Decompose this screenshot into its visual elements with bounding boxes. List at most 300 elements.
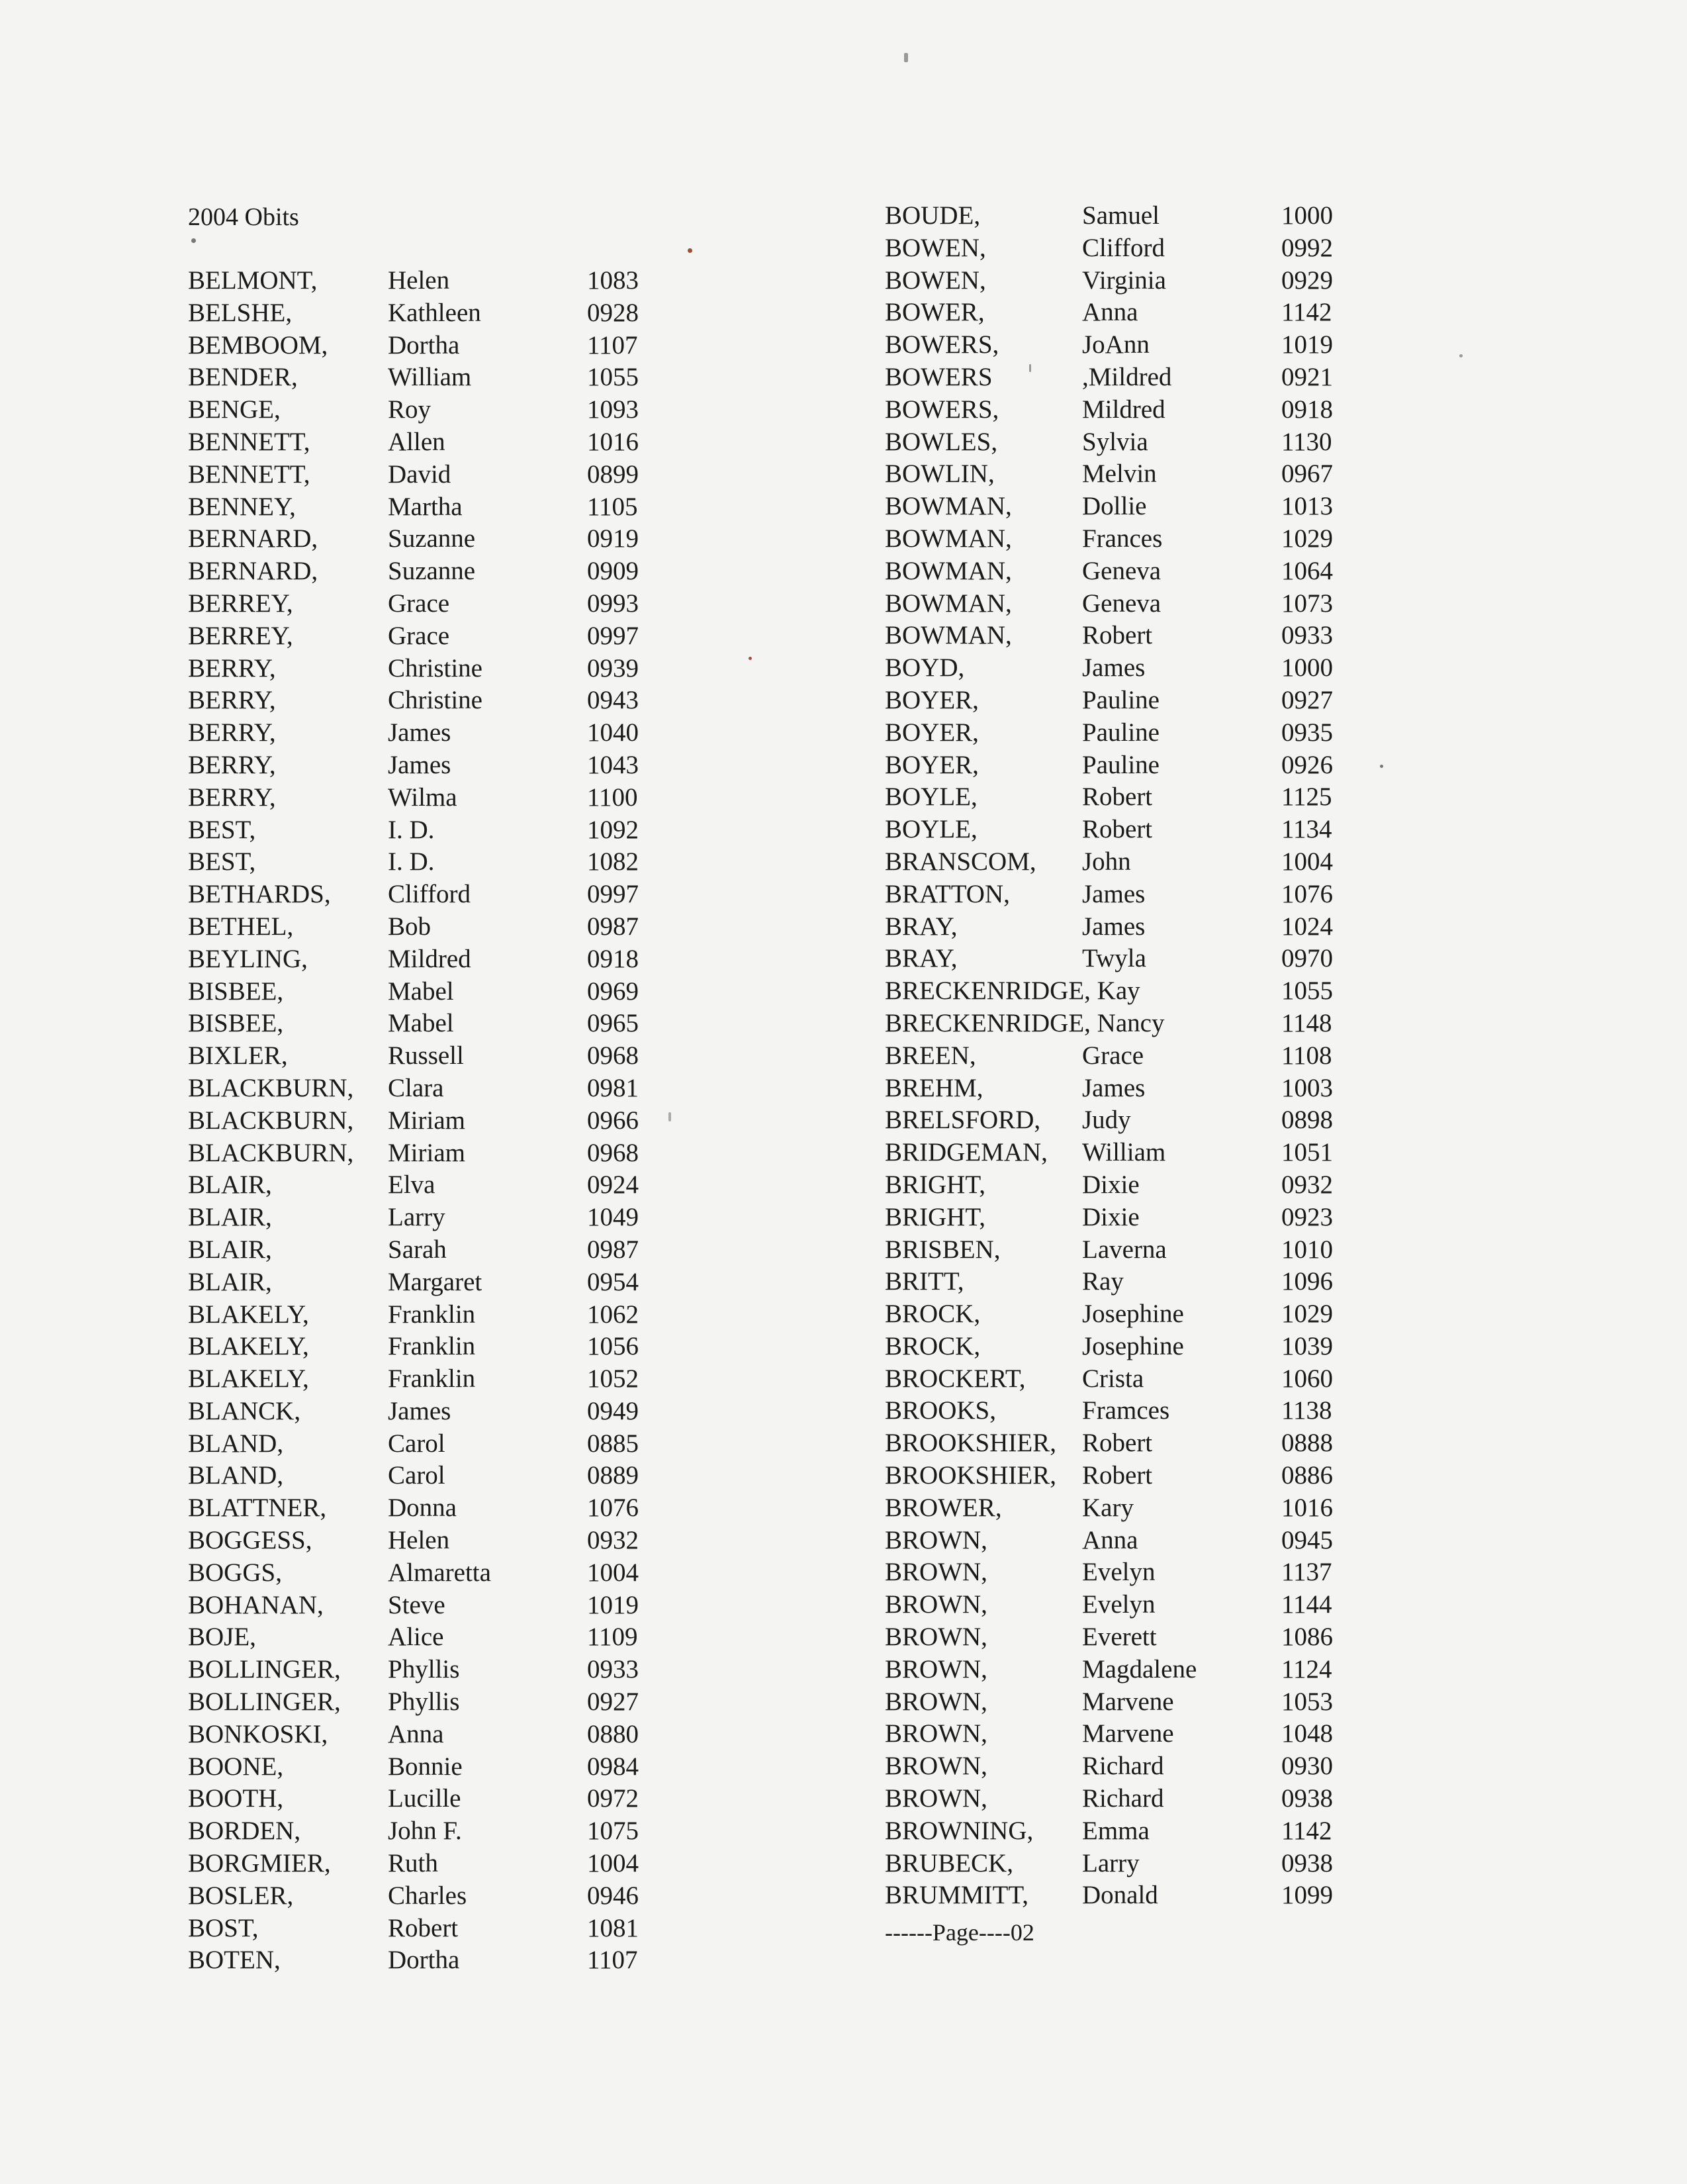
obit-entry [885, 426, 1388, 459]
record-number: 1130 [1281, 427, 1332, 456]
given-name: Dixie [1082, 1202, 1140, 1231]
given-name: Clifford [1082, 233, 1165, 262]
surname: BETHARDS, [188, 880, 331, 909]
given-name: Anna [1082, 298, 1138, 327]
record-number: 1064 [1281, 556, 1333, 585]
record-number: 1043 [587, 750, 639, 779]
surname: BONKOSKI, [188, 1719, 328, 1748]
obit-entry [885, 1460, 1388, 1492]
record-number: 0997 [587, 880, 639, 909]
obit-entry [885, 1621, 1388, 1654]
obit-entry [188, 1848, 691, 1880]
given-name: Margaret [388, 1267, 482, 1296]
record-number: 0918 [1281, 395, 1333, 424]
record-number: 0946 [587, 1881, 639, 1910]
record-number: 1075 [587, 1817, 639, 1846]
surname: BLACKBURN, [188, 1073, 354, 1102]
given-name: Carol [388, 1461, 445, 1490]
obit-entry [885, 200, 1388, 232]
record-number: 1056 [587, 1332, 639, 1361]
record-number: 0909 [587, 557, 639, 586]
record-number: 1062 [587, 1300, 639, 1329]
obit-entry [885, 1266, 1388, 1298]
record-number: 1051 [1281, 1138, 1333, 1167]
record-number: 0997 [587, 621, 639, 650]
given-name: Grace [388, 589, 450, 618]
given-name: Suzanne [388, 524, 476, 553]
surname: BOGGESS, [188, 1526, 312, 1555]
obit-entry [188, 846, 691, 878]
record-number: 1029 [1281, 524, 1333, 553]
surname: BROOKSHIER, [885, 1429, 1056, 1458]
record-number: 0949 [587, 1396, 639, 1425]
surname: BEMBOOM, [188, 330, 328, 359]
surname: BOWEN, [885, 233, 986, 262]
obit-entry [885, 781, 1388, 814]
surname: BOWMAN, [885, 621, 1012, 650]
given-name: Crista [1082, 1364, 1144, 1393]
obit-entry [885, 1040, 1388, 1072]
given-name: Clara [388, 1073, 444, 1102]
given-name: Martha [388, 492, 463, 521]
record-number: 1083 [587, 266, 639, 295]
obit-entry [885, 1234, 1388, 1266]
scan-speck [191, 238, 196, 243]
given-name: Helen [388, 266, 450, 295]
surname: BOWLIN, [885, 459, 995, 489]
obit-entry [188, 1460, 691, 1492]
given-name: Sylvia [1082, 427, 1148, 456]
record-number: 0987 [587, 1235, 639, 1264]
obit-entry [885, 1072, 1388, 1105]
obit-entry [188, 1105, 691, 1137]
record-number: 1029 [1281, 1300, 1333, 1329]
surname: BLAIR, [188, 1203, 272, 1232]
record-number: 0984 [587, 1752, 639, 1781]
record-number: 1016 [1281, 1493, 1333, 1522]
given-name: Dortha [388, 1946, 460, 1975]
obit-entry [885, 394, 1388, 426]
given-name: Kathleen [388, 298, 481, 327]
record-number: 0929 [1281, 265, 1333, 295]
obit-entry [885, 1202, 1388, 1234]
surname: BISBEE, [188, 1009, 284, 1038]
surname: BOWLES, [885, 427, 998, 456]
scan-speck [904, 53, 908, 62]
record-number: 0954 [587, 1267, 639, 1296]
surname: BOWER, [885, 298, 985, 327]
record-number: 1144 [1281, 1590, 1332, 1619]
obit-entry [188, 361, 691, 394]
given-name: Judy [1082, 1106, 1131, 1135]
given-name: Elva [388, 1170, 435, 1200]
obit-entry [188, 1880, 691, 1913]
obit-entry [885, 1556, 1388, 1589]
surname: BLAND, [188, 1429, 284, 1458]
obit-entry [885, 1686, 1388, 1719]
given-name: Mabel [388, 1009, 454, 1038]
given-name: Bob [388, 912, 432, 941]
record-number: 0933 [1281, 621, 1333, 650]
obit-entry [188, 1169, 691, 1202]
given-name: Evelyn [1082, 1590, 1156, 1619]
obit-entry [885, 265, 1388, 297]
record-number: 1016 [587, 427, 639, 456]
obit-entry [885, 1427, 1388, 1460]
obit-entry [188, 976, 691, 1008]
given-name: Mildred [388, 944, 471, 973]
given-name: Allen [388, 427, 445, 456]
given-name: Dortha [388, 330, 460, 359]
given-name: JoAnn [1082, 330, 1150, 359]
record-number: 1055 [587, 363, 639, 392]
record-number: 0943 [587, 686, 639, 715]
surname: BOWMAN, [885, 492, 1012, 521]
obit-entry [188, 1072, 691, 1105]
given-name: Twyla [1082, 944, 1146, 973]
given-name: Carol [388, 1429, 445, 1458]
given-name: Larry [1082, 1848, 1140, 1877]
record-number: 1076 [587, 1494, 639, 1523]
obit-entry [885, 329, 1388, 361]
obit-entry [885, 846, 1388, 878]
given-name: James [1082, 879, 1146, 908]
surname: BOYER, [885, 750, 979, 779]
record-number: 1148 [1281, 1008, 1332, 1037]
surname: BROWN, [885, 1687, 987, 1716]
given-name: Grace [388, 621, 450, 650]
scan-speck [749, 657, 752, 660]
given-name: Donald [1082, 1881, 1158, 1910]
obit-entry [188, 491, 691, 524]
given-name: Ray [1082, 1267, 1124, 1296]
given-name: Virginia [1082, 265, 1166, 295]
obit-entry [885, 588, 1388, 620]
obit-entry [188, 394, 691, 426]
surname: BLANCK, [188, 1396, 301, 1425]
given-name: Melvin [1082, 459, 1157, 489]
given-name: Marvene [1082, 1719, 1174, 1748]
surname: BRUMMITT, [885, 1881, 1029, 1910]
surname: BOSLER, [188, 1881, 294, 1910]
given-name: Miriam [388, 1138, 465, 1167]
surname: BOYER, [885, 685, 979, 714]
given-name: Anna [1082, 1525, 1138, 1554]
record-number: 1100 [587, 783, 638, 812]
given-name: Pauline [1082, 718, 1160, 747]
surname: BLAIR, [188, 1267, 272, 1296]
record-number: 0966 [587, 1106, 639, 1135]
given-name: Russell [388, 1041, 464, 1070]
record-number: 0927 [587, 1687, 639, 1717]
surname: BENNETT, [188, 459, 310, 489]
surname: BOLLINGER, [188, 1687, 341, 1717]
surname: BRELSFORD, [885, 1106, 1041, 1135]
record-number: 0993 [587, 589, 639, 618]
obit-entry [188, 620, 691, 653]
surname: BISBEE, [188, 976, 284, 1006]
given-name: Marvene [1082, 1687, 1174, 1716]
given-name: Franklin [388, 1364, 476, 1394]
surname: BOWMAN, [885, 589, 1012, 618]
obit-entry [885, 297, 1388, 329]
obit-entry [188, 1751, 691, 1783]
given-name: Almaretta [388, 1558, 491, 1587]
surname: BREHM, [885, 1073, 983, 1102]
obit-entry [885, 1815, 1388, 1848]
given-name: James [388, 718, 451, 747]
given-name: Everett [1082, 1623, 1157, 1652]
given-name: Helen [388, 1526, 450, 1555]
surname: BROWN, [885, 1623, 987, 1652]
record-number: 1000 [1281, 201, 1333, 230]
obit-entry [885, 1137, 1388, 1169]
given-name: William [388, 363, 472, 392]
obit-entry [188, 1040, 691, 1072]
record-number: 0970 [1281, 944, 1333, 973]
given-name: Robert [1082, 621, 1153, 650]
given-name: Richard [1082, 1752, 1164, 1781]
obit-entry [885, 1525, 1388, 1557]
record-number: 0965 [587, 1009, 639, 1038]
left-column [188, 265, 691, 1977]
surname: BLAKELY, [188, 1300, 309, 1329]
surname: BERRY, [188, 653, 276, 683]
record-number: 1040 [587, 718, 639, 747]
obit-entry [885, 1750, 1388, 1783]
record-number: 1076 [1281, 879, 1333, 908]
obit-entry [188, 1331, 691, 1363]
scan-speck [1029, 364, 1031, 372]
obit-entry [885, 1492, 1388, 1525]
record-number: 0945 [1281, 1525, 1333, 1554]
given-name: John [1082, 847, 1131, 876]
given-name: Pauline [1082, 750, 1160, 779]
record-number: 0886 [1281, 1461, 1333, 1490]
obit-entry [885, 878, 1388, 911]
surname: BORDEN, [188, 1817, 301, 1846]
obit-entry [188, 1525, 691, 1557]
surname: BRUBECK, [885, 1848, 1013, 1877]
given-name: Larry [388, 1203, 445, 1232]
record-number: 1019 [1281, 330, 1333, 359]
given-name: Ruth [388, 1849, 438, 1878]
surname: BOWMAN, [885, 556, 1012, 585]
obit-entry [188, 1299, 691, 1331]
surname: BROOKS, [885, 1396, 996, 1425]
obit-entry [188, 1008, 691, 1040]
record-number: 1092 [587, 815, 639, 844]
surname: BETHEL, [188, 912, 294, 941]
given-name: Robert [1082, 1461, 1153, 1490]
record-number: 0968 [587, 1138, 639, 1167]
obit-entry [188, 297, 691, 330]
record-number: 1086 [1281, 1623, 1333, 1652]
given-name: Franklin [388, 1332, 476, 1361]
given-name: Kary [1082, 1493, 1134, 1522]
record-number: 0932 [1281, 1170, 1333, 1199]
given-name: Charles [388, 1881, 467, 1910]
record-number: 1013 [1281, 492, 1333, 521]
obit-entry [885, 1008, 1388, 1040]
scan-speck [688, 248, 692, 253]
record-number: 0885 [587, 1429, 639, 1458]
obit-entry [188, 459, 691, 491]
surname: BLACKBURN, [188, 1138, 354, 1167]
given-name: Josephine [1082, 1300, 1184, 1329]
surname: BRAY, [885, 912, 958, 941]
obit-entry [885, 943, 1388, 975]
obit-entry [885, 555, 1388, 588]
given-name: Christine [388, 686, 482, 715]
record-number: 1010 [1281, 1235, 1333, 1264]
given-name: Geneva [1082, 556, 1162, 585]
record-number: 1003 [1281, 1073, 1333, 1102]
surname: BOWERS, [885, 330, 999, 359]
obit-entry [188, 943, 691, 976]
record-number: 1142 [1281, 298, 1332, 327]
record-number: 1019 [587, 1590, 639, 1619]
obit-entry [885, 620, 1388, 652]
given-name: Bonnie [388, 1752, 463, 1781]
surname: BLAKELY, [188, 1332, 309, 1361]
given-name: Emma [1082, 1816, 1150, 1845]
given-name: Alice [388, 1623, 444, 1652]
record-number: 1096 [1281, 1267, 1333, 1296]
surname: BREEN, [885, 1041, 976, 1070]
record-number: 1142 [1281, 1816, 1332, 1845]
given-name: I. D. [388, 847, 435, 877]
record-number: 0939 [587, 653, 639, 683]
obit-entry [188, 911, 691, 943]
obit-entry [885, 491, 1388, 523]
surname: BEST, [188, 815, 256, 844]
surname: BOLLINGER, [188, 1655, 341, 1684]
record-number: 1081 [587, 1913, 639, 1942]
obit-entry [885, 717, 1388, 749]
given-name: Donna [388, 1494, 457, 1523]
record-number: 1124 [1281, 1654, 1332, 1684]
surname: BLACKBURN, [188, 1106, 354, 1135]
given-name: Lucille [388, 1784, 461, 1813]
surname: BROWN, [885, 1752, 987, 1781]
surname: BOYLE, [885, 815, 978, 844]
obit-entry [188, 1686, 691, 1719]
record-number: 1004 [1281, 847, 1333, 876]
obit-entry [885, 232, 1388, 265]
surname: BELMONT, [188, 266, 318, 295]
obit-entry [188, 523, 691, 555]
obit-entry [885, 975, 1388, 1008]
obit-entry [188, 1621, 691, 1654]
record-number: 1060 [1281, 1364, 1333, 1393]
surname: BOWEN, [885, 265, 986, 295]
record-number: 0935 [1281, 718, 1333, 747]
surname: BLATTNER, [188, 1494, 327, 1523]
surname: BOOTH, [188, 1784, 284, 1813]
obit-entry [188, 1719, 691, 1751]
surname: BROCKERT, [885, 1364, 1026, 1393]
record-number: 0992 [1281, 233, 1333, 262]
obit-entry [188, 1492, 691, 1525]
record-number: 1108 [1281, 1041, 1332, 1070]
surname: BRIGHT, [885, 1202, 986, 1231]
record-number: 1099 [1281, 1881, 1333, 1910]
surname: BOJE, [188, 1623, 256, 1652]
obit-entry [188, 1557, 691, 1590]
obit-entry [188, 685, 691, 717]
obit-entry [188, 555, 691, 588]
record-number: 0921 [1281, 362, 1333, 391]
given-name: Franklin [388, 1300, 476, 1329]
surname: BRANSCOM, [885, 847, 1036, 876]
record-number: 1109 [587, 1623, 638, 1652]
surname: BOGGS, [188, 1558, 282, 1587]
record-number: 1052 [587, 1364, 639, 1394]
obit-entry [885, 1298, 1388, 1331]
record-number: 1039 [1281, 1331, 1333, 1360]
surname: BELSHE, [188, 298, 293, 327]
right-column [885, 200, 1388, 1912]
given-name: Phyllis [388, 1655, 460, 1684]
obit-entry [885, 458, 1388, 491]
surname: BORGMIER, [188, 1849, 331, 1878]
obit-entry [885, 1654, 1388, 1686]
record-number: 0898 [1281, 1106, 1333, 1135]
surname: BRISBEN, [885, 1235, 1001, 1264]
obit-entry [885, 814, 1388, 846]
surname: BOYER, [885, 718, 979, 747]
record-number: 1138 [1281, 1396, 1332, 1425]
surname: BROCK, [885, 1331, 981, 1360]
obit-entry [188, 749, 691, 782]
given-name: Richard [1082, 1784, 1164, 1813]
obit-entry [885, 1169, 1388, 1202]
surname: BOYLE, [885, 783, 978, 812]
surname: BERRY, [188, 783, 276, 812]
record-number: 1125 [1281, 783, 1332, 812]
surname: BENDER, [188, 363, 298, 392]
surname: BERREY, [188, 621, 293, 650]
obit-entry [188, 878, 691, 911]
obit-entry [885, 523, 1388, 555]
surname: BOWERS, [885, 395, 999, 424]
record-number: 1004 [587, 1558, 639, 1587]
given-name: Josephine [1082, 1331, 1184, 1360]
obit-entry [188, 1234, 691, 1266]
obit-entry [885, 749, 1388, 782]
surname: BROWN, [885, 1558, 987, 1587]
surname: BLAIR, [188, 1235, 272, 1264]
obit-entry [885, 911, 1388, 943]
given-name: James [388, 1396, 451, 1425]
surname: BRITT, [885, 1267, 964, 1296]
record-number: 0930 [1281, 1752, 1333, 1781]
obit-entry [188, 1783, 691, 1815]
obit-entry [885, 1363, 1388, 1396]
given-name: David [388, 459, 451, 489]
given-name: Robert [1082, 1429, 1153, 1458]
obit-entry [188, 1137, 691, 1170]
record-number: 1105 [587, 492, 638, 521]
record-number: 0938 [1281, 1784, 1333, 1813]
given-name: James [1082, 1073, 1146, 1102]
given-name: James [388, 750, 451, 779]
obit-entry [188, 330, 691, 362]
surname: BROWNING, [885, 1816, 1034, 1845]
obit-entry [885, 1395, 1388, 1427]
record-number: 0987 [587, 912, 639, 941]
